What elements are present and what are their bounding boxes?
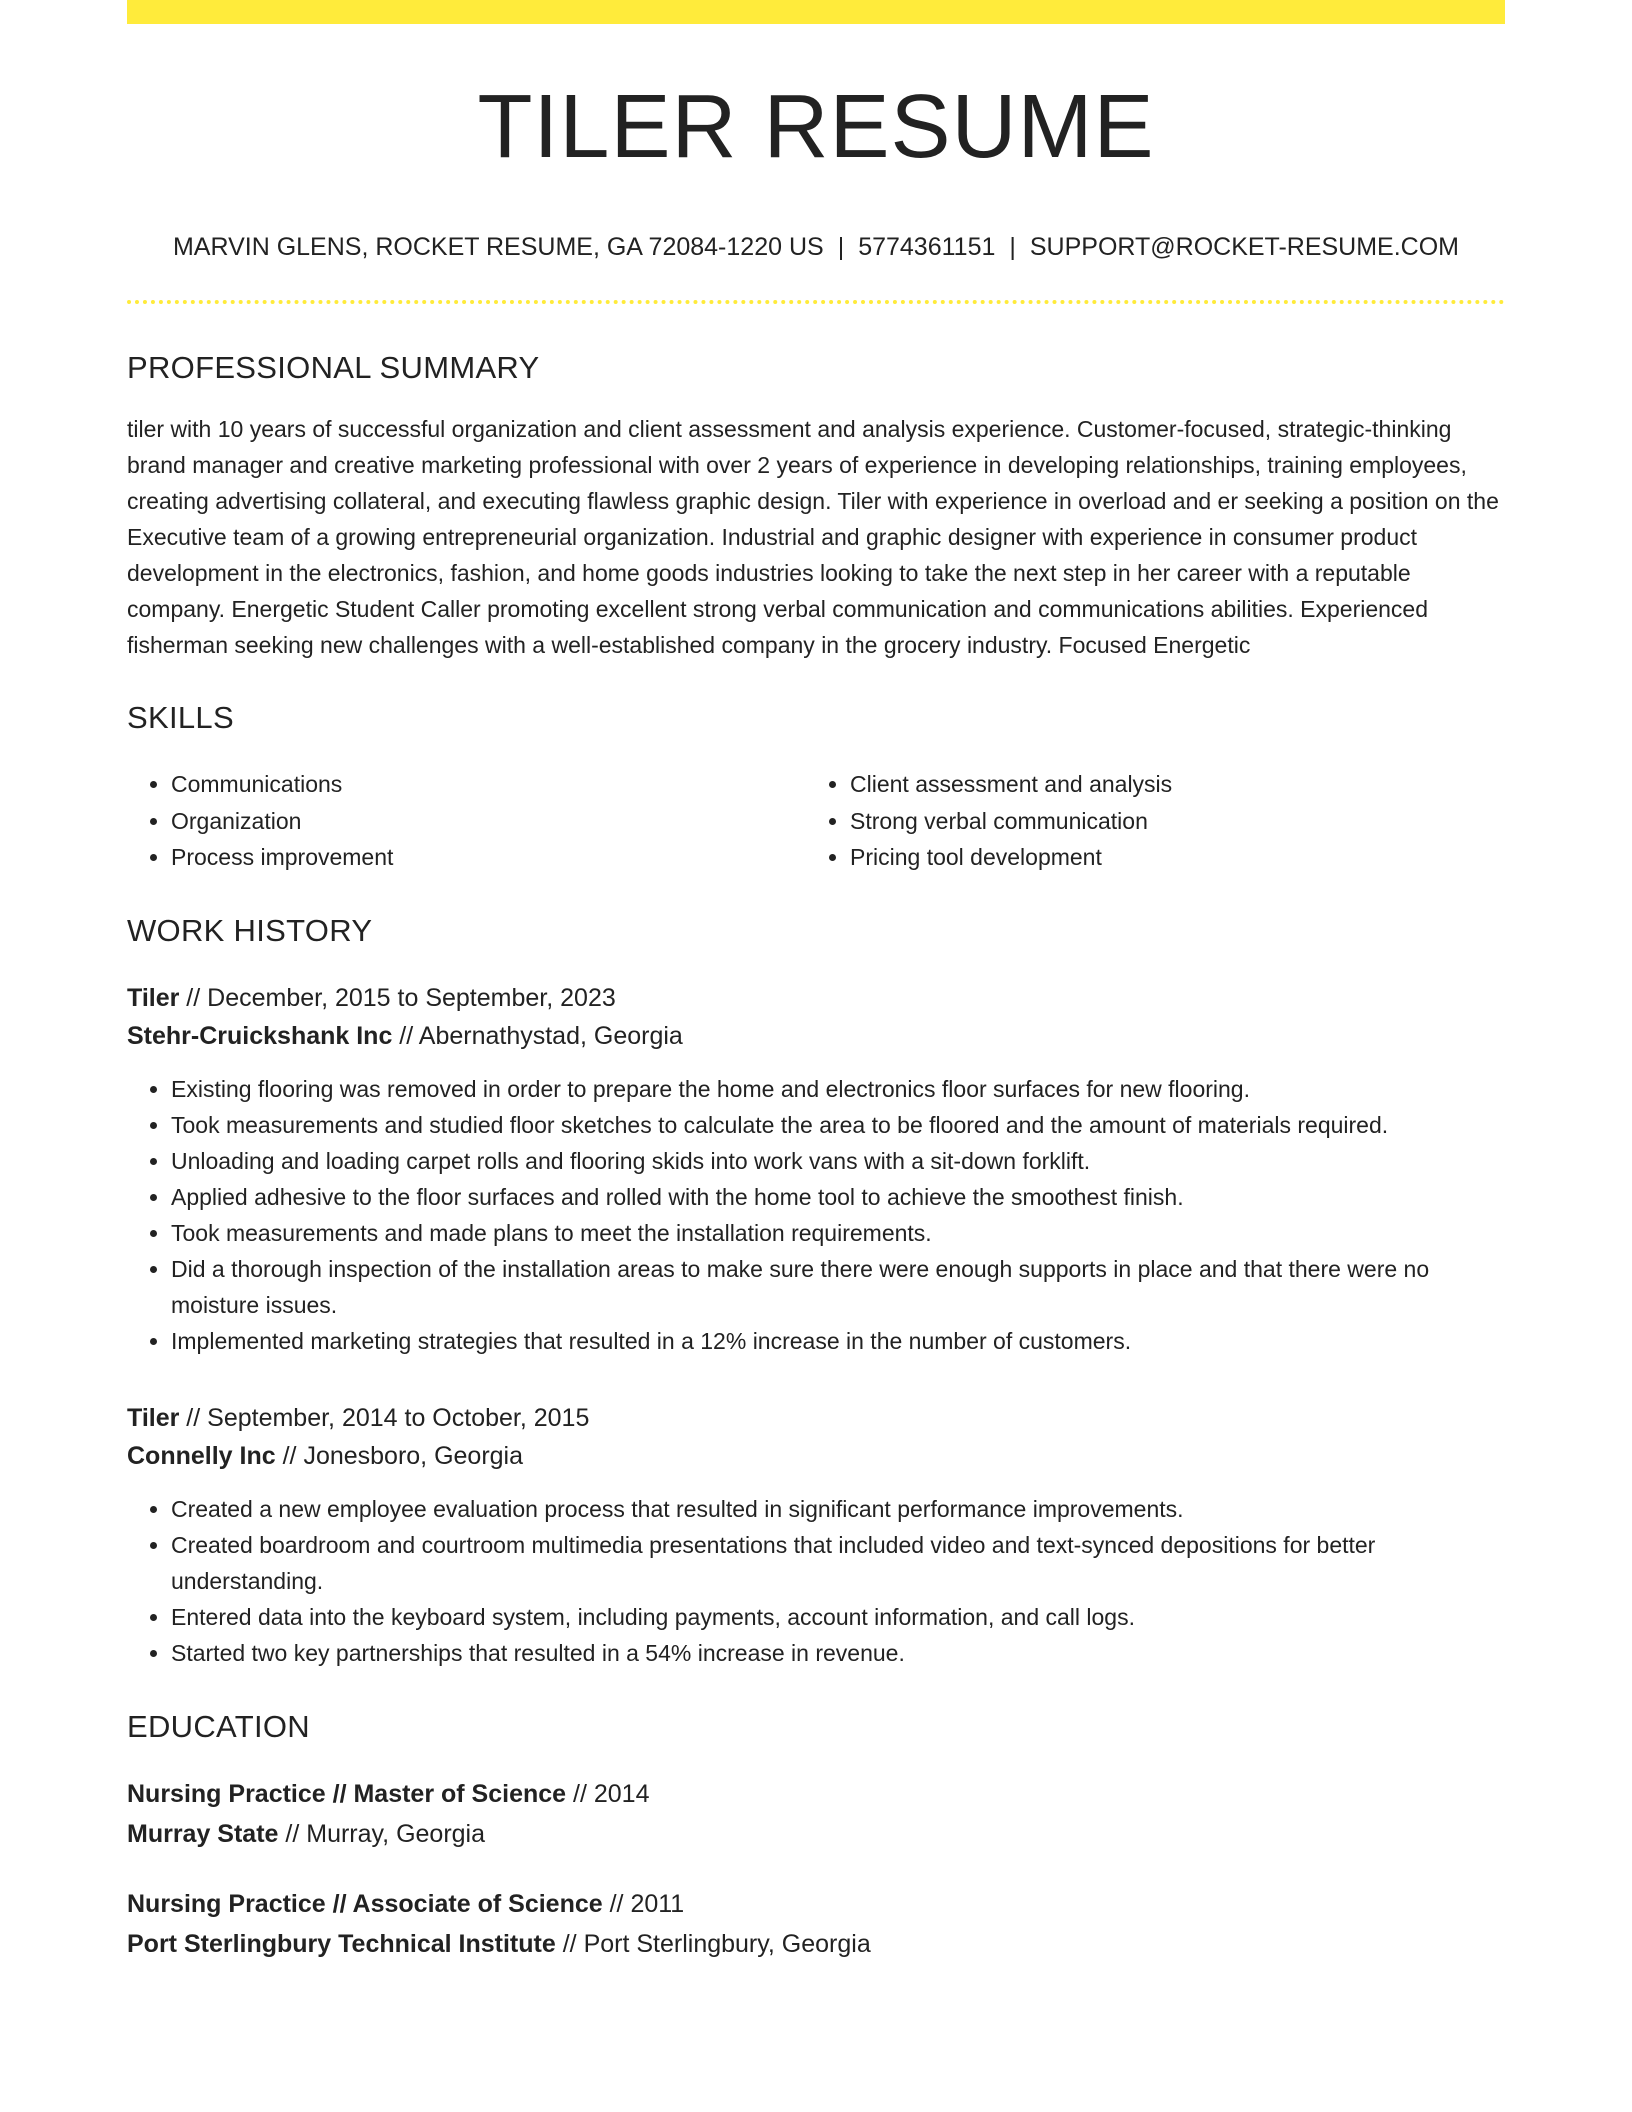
job-bullet: • Started two key partnerships that resulted in a 54% increase in revenue. — [171, 1635, 1505, 1671]
job-bullet: • Entered data into the keyboard system, including payments, account information, and call logs. — [171, 1599, 1505, 1635]
education-delimiter: // — [566, 1779, 594, 1808]
job-bullet: • Applied adhesive to the floor surfaces and rolled with the home tool to achieve the smoothest finish. — [171, 1179, 1505, 1215]
education-location: Port Sterlingbury, Georgia — [583, 1929, 871, 1958]
job-bullet: • Existing flooring was removed in order to prepare the home and electronics floor surfaces for new flooring. — [171, 1071, 1505, 1107]
contact-line — [127, 235, 1505, 260]
job-bullet: • Did a thorough inspection of the installation areas to make sure there were enough supports in place and that there were no moisture issues. — [171, 1251, 1505, 1323]
education-delimiter: // — [602, 1889, 631, 1918]
job-company: Connelly Inc — [127, 1441, 276, 1470]
job-bullet: • Unloading and loading carpet rolls and flooring skids into work vans with a sit-down forklift. — [171, 1143, 1505, 1179]
education-school: Port Sterlingbury Technical Institute — [127, 1929, 556, 1958]
education-degree-line — [127, 1774, 1505, 1814]
skill-item: • Client assessment and analysis — [850, 766, 1485, 803]
summary-text: tiler with 10 years of successful organization and client assessment and analysis experience. Customer-focused, strategic-thinking brand manager and creative marketing professional with over 2 years of experience in developing relationships, training employees, creating advertising collateral, and executing flawless graphic design. Tiler with experience in overload and er seeking a position on the Executive team of a growing entrepreneurial organization. Industrial and graphic designer with experience in consumer product development in the electronics, fashion, and home goods industries looking to take the next step in her career with a reputable company. Energetic Student Caller promoting excellent strong verbal communication and communications abilities. Experienced fisherman seeking new challenges with a well-established company in the grocery industry. Focused Energetic — [127, 416, 1499, 658]
job-company-line — [127, 1437, 1505, 1475]
education-heading: EDUCATION — [127, 1708, 310, 1744]
job-bullet: • Implemented marketing strategies that resulted in a 12% increase in the number of customers. — [171, 1323, 1505, 1359]
skills-column-right — [806, 766, 1485, 876]
education-year: 2011 — [630, 1889, 685, 1918]
education-school: Murray State — [127, 1819, 279, 1848]
job-delimiter: // — [275, 1441, 304, 1470]
job-role: Tiler — [127, 1403, 180, 1432]
education-delimiter: // — [278, 1819, 307, 1848]
job-company-line — [127, 1017, 1505, 1055]
summary-heading: PROFESSIONAL SUMMARY — [127, 350, 540, 385]
top-accent-bar — [127, 0, 1505, 24]
skill-item: • Pricing tool development — [850, 839, 1485, 876]
resume-page — [127, 0, 1505, 1964]
job-dates: December, 2015 to September, 2023 — [207, 983, 616, 1012]
job-bullets — [127, 1491, 1505, 1671]
work-history-heading: WORK HISTORY — [127, 912, 373, 948]
contact-email: SUPPORT@ROCKET-RESUME.COM — [1029, 233, 1460, 261]
job-delimiter: // — [179, 983, 208, 1012]
skills-heading: SKILLS — [127, 700, 234, 735]
job-bullet: • Created a new employee evaluation process that resulted in significant performance improvements. — [171, 1491, 1505, 1527]
education-degree-line — [127, 1884, 1505, 1924]
skills-column-left — [127, 766, 806, 876]
education-degree: Nursing Practice // Master of Science — [127, 1779, 567, 1808]
contact-separator: | — [837, 233, 845, 261]
skill-item: • Strong verbal communication — [850, 803, 1485, 840]
job-bullet: • Took measurements and studied floor sketches to calculate the area to be floored and the amount of materials required. — [171, 1107, 1505, 1143]
job-delimiter: // — [392, 1021, 419, 1050]
contact-phone: 5774361151 — [858, 233, 996, 261]
skill-item: • Communications — [171, 766, 806, 803]
education-year: 2014 — [593, 1779, 650, 1808]
education-school-line — [127, 1924, 1505, 1964]
dotted-divider — [127, 300, 1505, 304]
job-dates: September, 2014 to October, 2015 — [207, 1403, 590, 1432]
job-bullets — [127, 1071, 1505, 1359]
education-delimiter: // — [555, 1929, 584, 1958]
job-role: Tiler — [127, 983, 180, 1012]
contact-address: MARVIN GLENS, ROCKET RESUME, GA 72084-1220 US — [172, 233, 824, 261]
job-company: Stehr-Cruickshank Inc — [127, 1021, 393, 1050]
education-location: Murray, Georgia — [306, 1819, 486, 1848]
skill-item: • Process improvement — [171, 839, 806, 876]
job-location: Jonesboro, Georgia — [303, 1441, 524, 1470]
contact-separator: | — [1009, 233, 1016, 261]
job-title-line — [127, 979, 1505, 1017]
education-school-line — [127, 1814, 1505, 1854]
resume-title: TILER RESUME — [477, 77, 1155, 177]
job-title-line — [127, 1399, 1505, 1437]
job-bullet: • Created boardroom and courtroom multimedia presentations that included video and text-synced depositions for better understanding. — [171, 1527, 1505, 1599]
job-delimiter: // — [179, 1403, 208, 1432]
job-location: Abernathystad, Georgia — [418, 1021, 683, 1050]
job-bullet: • Took measurements and made plans to meet the installation requirements. — [171, 1215, 1505, 1251]
skill-item: • Organization — [171, 803, 806, 840]
skills-list — [127, 766, 1505, 876]
education-degree: Nursing Practice // Associate of Science — [127, 1889, 603, 1918]
